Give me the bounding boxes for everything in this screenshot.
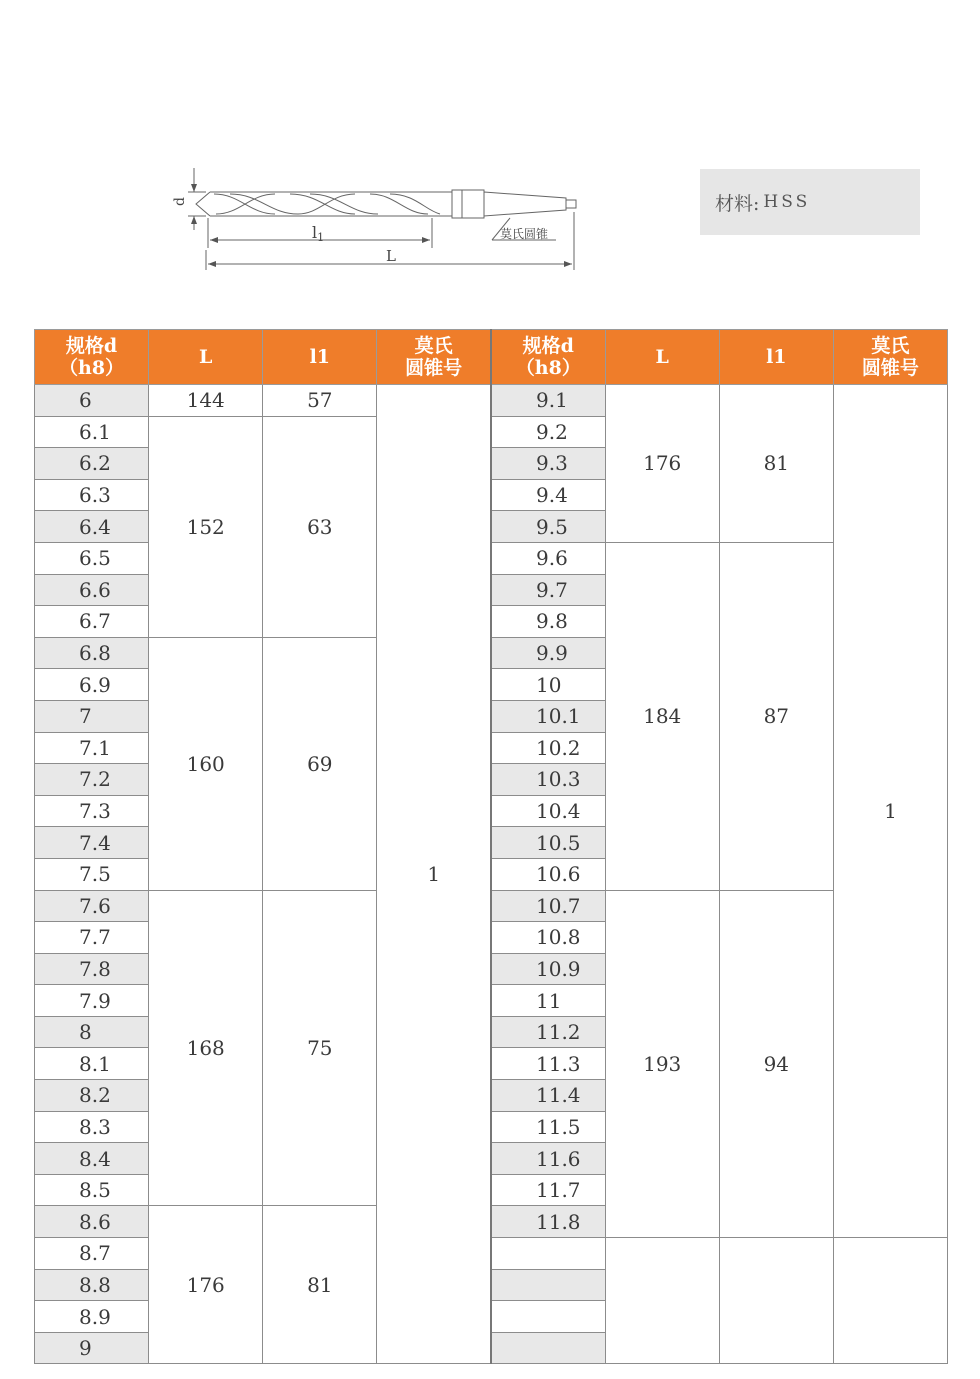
cell-length-l1: 94: [719, 890, 833, 1238]
cell-length-l1: 63: [263, 416, 377, 637]
cell-diameter: 11.3: [491, 1048, 605, 1080]
cell-diameter: 7.9: [35, 985, 149, 1017]
cell-diameter: 6.1: [35, 416, 149, 448]
spec-table-body: [35, 385, 948, 1364]
cell-length-l1: 69: [263, 637, 377, 890]
cell-length-L: 152: [149, 416, 263, 637]
cell-diameter: 8.1: [35, 1048, 149, 1080]
cell-diameter: 7.5: [35, 858, 149, 890]
cell-diameter: 8.7: [35, 1238, 149, 1270]
cell-diameter: 7.1: [35, 732, 149, 764]
cell-length-l1: 57: [263, 385, 377, 417]
cell-length-L: 168: [149, 890, 263, 1206]
material-label: 材料:: [715, 192, 760, 215]
cell-diameter: 10.3: [491, 764, 605, 796]
cell-diameter: 7.4: [35, 827, 149, 859]
cell-diameter: 8.2: [35, 1080, 149, 1112]
cell-diameter: 9: [35, 1332, 149, 1364]
cell-diameter: 9.5: [491, 511, 605, 543]
table-row: [35, 890, 948, 922]
cell-diameter: 9.9: [491, 637, 605, 669]
cell-diameter: 8.9: [35, 1301, 149, 1333]
cell-diameter: 10.8: [491, 922, 605, 954]
header-taper-left: 莫氏 圆锥号: [377, 330, 491, 385]
cell-empty: [491, 1301, 605, 1333]
cell-diameter: 11.7: [491, 1174, 605, 1206]
cell-diameter: 9.6: [491, 542, 605, 574]
material-box: [700, 169, 920, 235]
cell-diameter: 9.7: [491, 574, 605, 606]
cell-diameter: 10.5: [491, 827, 605, 859]
cell-diameter: 8.3: [35, 1111, 149, 1143]
taper-shank-drill-drawing: [170, 158, 590, 278]
cell-empty: [491, 1238, 605, 1270]
cell-empty: [605, 1238, 719, 1364]
cell-diameter: 11.4: [491, 1080, 605, 1112]
cell-diameter: 6.6: [35, 574, 149, 606]
header-spec-left: 规格d （h8）: [35, 330, 149, 385]
cell-diameter: 7.3: [35, 795, 149, 827]
cell-diameter: 6.7: [35, 606, 149, 638]
header-L-right: L: [605, 330, 719, 385]
cell-diameter: 6.4: [35, 511, 149, 543]
cell-length-l1: 81: [719, 385, 833, 543]
taper-label: 莫氏圆锥: [500, 227, 549, 241]
cell-diameter: 8.8: [35, 1269, 149, 1301]
cell-taper-number: 1: [377, 385, 491, 1364]
cell-diameter: 9.2: [491, 416, 605, 448]
cell-length-L: 193: [605, 890, 719, 1238]
cell-diameter: 7.6: [35, 890, 149, 922]
cell-length-L: 184: [605, 542, 719, 890]
cell-diameter: 11.2: [491, 1016, 605, 1048]
cell-length-L: 176: [149, 1206, 263, 1364]
cell-length-L: 144: [149, 385, 263, 417]
cell-empty: [833, 1238, 947, 1364]
cell-empty: [491, 1332, 605, 1364]
cell-diameter: 6.2: [35, 448, 149, 480]
cell-length-L: 160: [149, 637, 263, 890]
cell-diameter: 6: [35, 385, 149, 417]
cell-diameter: 7.7: [35, 922, 149, 954]
cell-diameter: 10.2: [491, 732, 605, 764]
d-label: d: [172, 197, 188, 206]
cell-diameter: 7.2: [35, 764, 149, 796]
cell-length-L: 176: [605, 385, 719, 543]
cell-empty: [491, 1269, 605, 1301]
cell-length-l1: 75: [263, 890, 377, 1206]
cell-diameter: 6.5: [35, 542, 149, 574]
header-taper-right: 莫氏 圆锥号: [833, 330, 947, 385]
cell-diameter: 11.5: [491, 1111, 605, 1143]
cell-diameter: 9.4: [491, 479, 605, 511]
cell-diameter: 9.3: [491, 448, 605, 480]
spec-table: [34, 329, 948, 1364]
cell-empty: [719, 1238, 833, 1364]
header-l1-right: l1: [719, 330, 833, 385]
cell-diameter: 6.8: [35, 637, 149, 669]
cell-diameter: 6.3: [35, 479, 149, 511]
cell-diameter: 8.6: [35, 1206, 149, 1238]
cell-diameter: 10.1: [491, 700, 605, 732]
cell-diameter: 11.8: [491, 1206, 605, 1238]
cell-length-l1: 81: [263, 1206, 377, 1364]
table-row: [35, 385, 948, 417]
cell-diameter: 11.6: [491, 1143, 605, 1175]
cell-diameter: 7.8: [35, 953, 149, 985]
drill-diagram: [170, 158, 590, 278]
cell-diameter: 7: [35, 700, 149, 732]
cell-diameter: 10.4: [491, 795, 605, 827]
cell-taper-number: 1: [833, 385, 947, 1238]
header-row: [35, 330, 948, 385]
header-L-left: L: [149, 330, 263, 385]
cell-diameter: 10.6: [491, 858, 605, 890]
cell-diameter: 10: [491, 669, 605, 701]
material-value: HSS: [763, 192, 811, 212]
cell-diameter: 11: [491, 985, 605, 1017]
header-l1-left: l1: [263, 330, 377, 385]
cell-diameter: 9.8: [491, 606, 605, 638]
L-label: L: [386, 247, 396, 265]
cell-diameter: 9.1: [491, 385, 605, 417]
cell-diameter: 6.9: [35, 669, 149, 701]
cell-diameter: 8: [35, 1016, 149, 1048]
l1-label: l1: [312, 223, 325, 244]
cell-diameter: 10.7: [491, 890, 605, 922]
header-spec-right: 规格d （h8）: [491, 330, 605, 385]
cell-diameter: 10.9: [491, 953, 605, 985]
cell-diameter: 8.5: [35, 1174, 149, 1206]
cell-length-l1: 87: [719, 542, 833, 890]
cell-diameter: 8.4: [35, 1143, 149, 1175]
